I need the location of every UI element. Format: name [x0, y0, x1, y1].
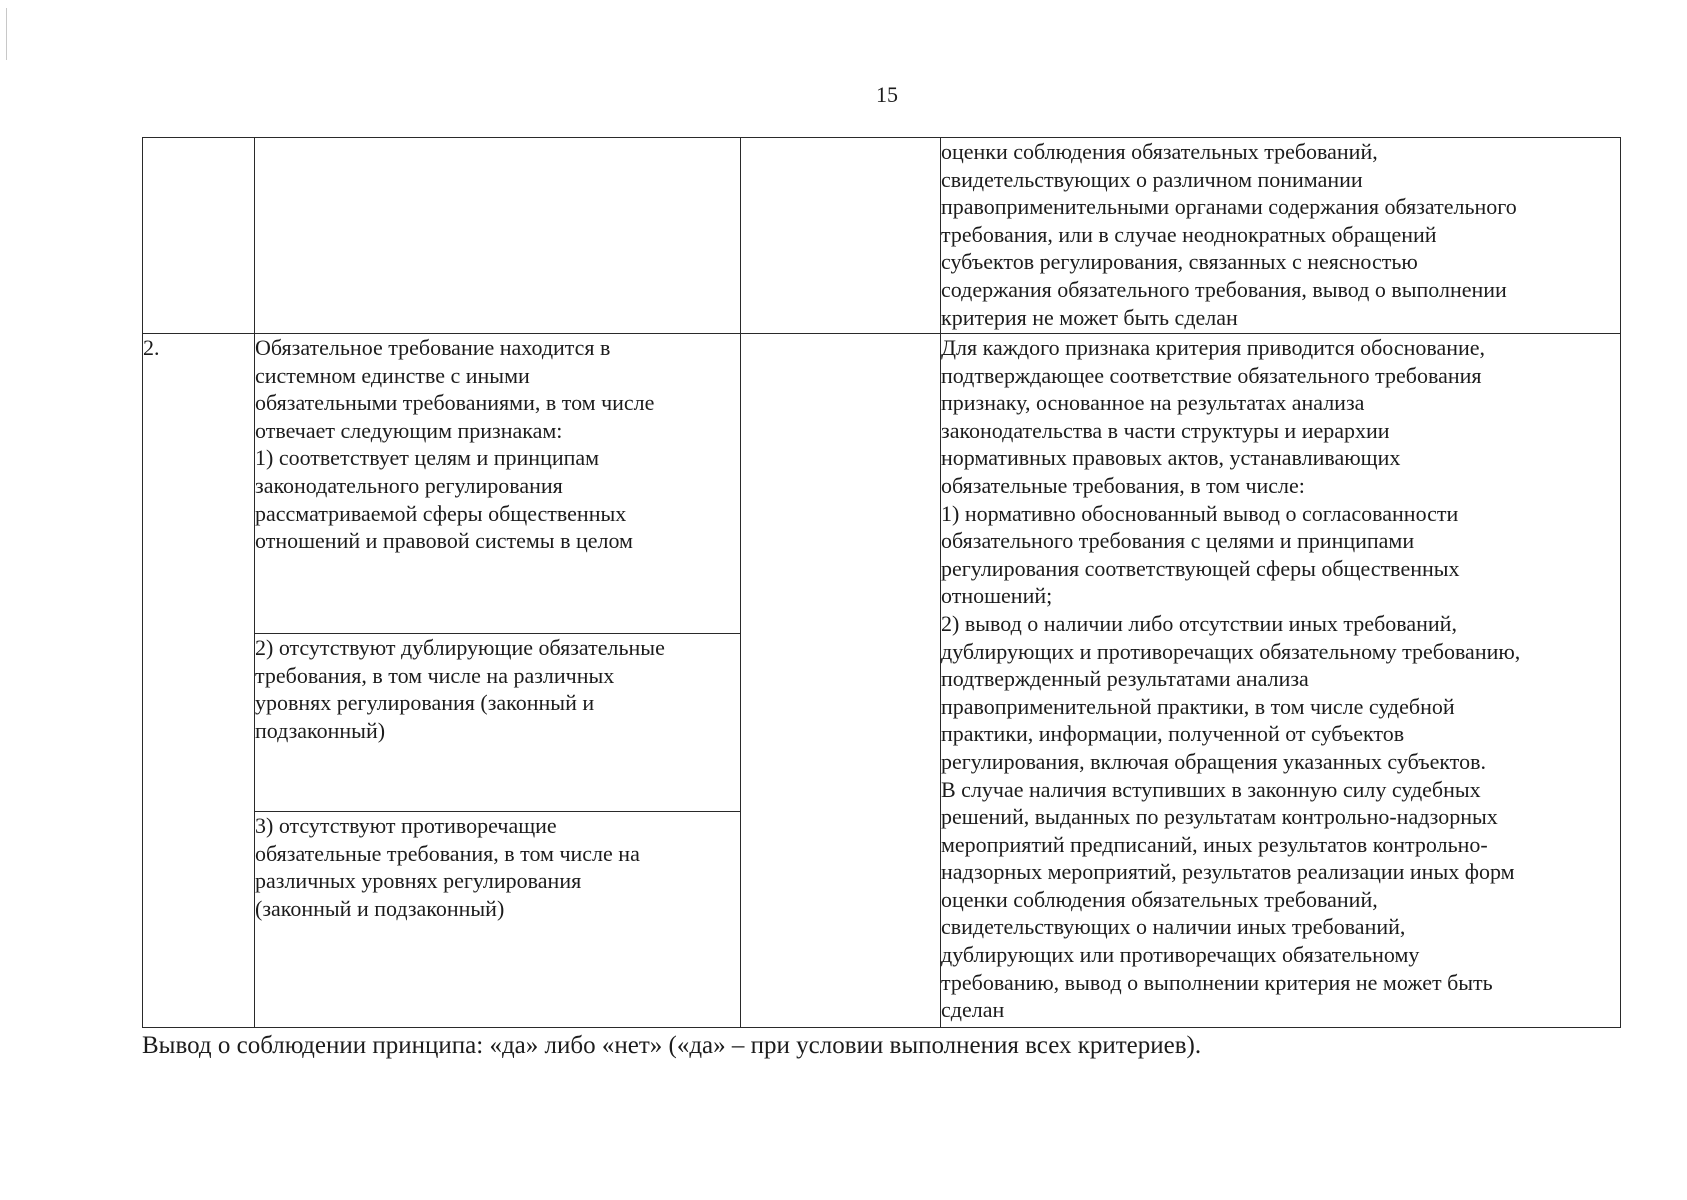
empty-cell — [741, 138, 941, 334]
criterion-text-part1: Обязательное требование находится в системном единстве с иными обязательными требованиями, в том числе отвечает следующим признакам: 1) соответствует целям и принципам законодательного регулирования рассматриваемой сферы общественных отношений и правовой системы в целом — [255, 335, 655, 554]
table-row — [143, 334, 1621, 634]
criterion-cell — [255, 138, 741, 334]
row-number: 2. — [143, 335, 160, 360]
criterion-cell — [255, 334, 741, 634]
criterion-text-part3: 3) отсутствуют противоречащие обязательные требования, в том числе на различных уровнях регулирования (законный и подзаконный) — [255, 813, 640, 921]
justification-cell — [941, 334, 1621, 1028]
criterion-cell — [255, 634, 741, 812]
table-row — [143, 138, 1621, 334]
criterion-cell — [255, 812, 741, 1028]
principle-conclusion: Вывод о соблюдении принципа: «да» либо «нет» («да» – при условии выполнения всех критериев). — [142, 1032, 1202, 1059]
justification-text: оценки соблюдения обязательных требований, свидетельствующих о различном понимании правоприменительными органами содержания обязательного требования, или в случае неоднократных обращений субъектов регулирования, связанных с неясностью содержания обязательного требования, вывод о выполнении критерия не может быть сделан — [941, 139, 1517, 330]
criterion-text-part2: 2) отсутствуют дублирующие обязательные требования, в том числе на различных уровнях регулирования (законный и подзаконный) — [255, 635, 665, 743]
page-number: 15 — [876, 82, 898, 107]
criteria-table — [142, 137, 1621, 1028]
row-number-cell — [143, 138, 255, 334]
scan-margin-mark — [6, 8, 7, 60]
empty-cell — [741, 334, 941, 1028]
row-number-cell — [143, 334, 255, 1028]
justification-cell — [941, 138, 1621, 334]
justification-text: Для каждого признака критерия приводится обоснование, подтверждающее соответствие обязательного требования признаку, основанное на результатах анализа законодательства в части структуры и иерархии нормативных правовых актов, устанавливающих обязательные требования, в том числе: 1) нормативно обоснованный вывод о согласованности обязательного требования с целями и принципами регулирования соответствующей сферы общественных отношений; 2) вывод о наличии либо отсутствии иных требований, дублирующих и противоречащих обязательному требованию, подтвержденный результатами анализа правоприменительной практики, в том числе судебной практики, информации, полученной от субъектов регулирования, включая обращения указанных субъектов. В случае наличия вступивших в законную силу судебных решений, выданных по результатам контрольно-надзорных мероприятий предписаний, иных результатов контрольно- надзорных мероприятий, результатов реализации иных форм оценки соблюдения обязательных требований, свидетельствующих о наличии иных требований, дублирующих или противоречащих обязательному требованию, вывод о выполнении критерия не может быть сделан — [941, 335, 1521, 1023]
